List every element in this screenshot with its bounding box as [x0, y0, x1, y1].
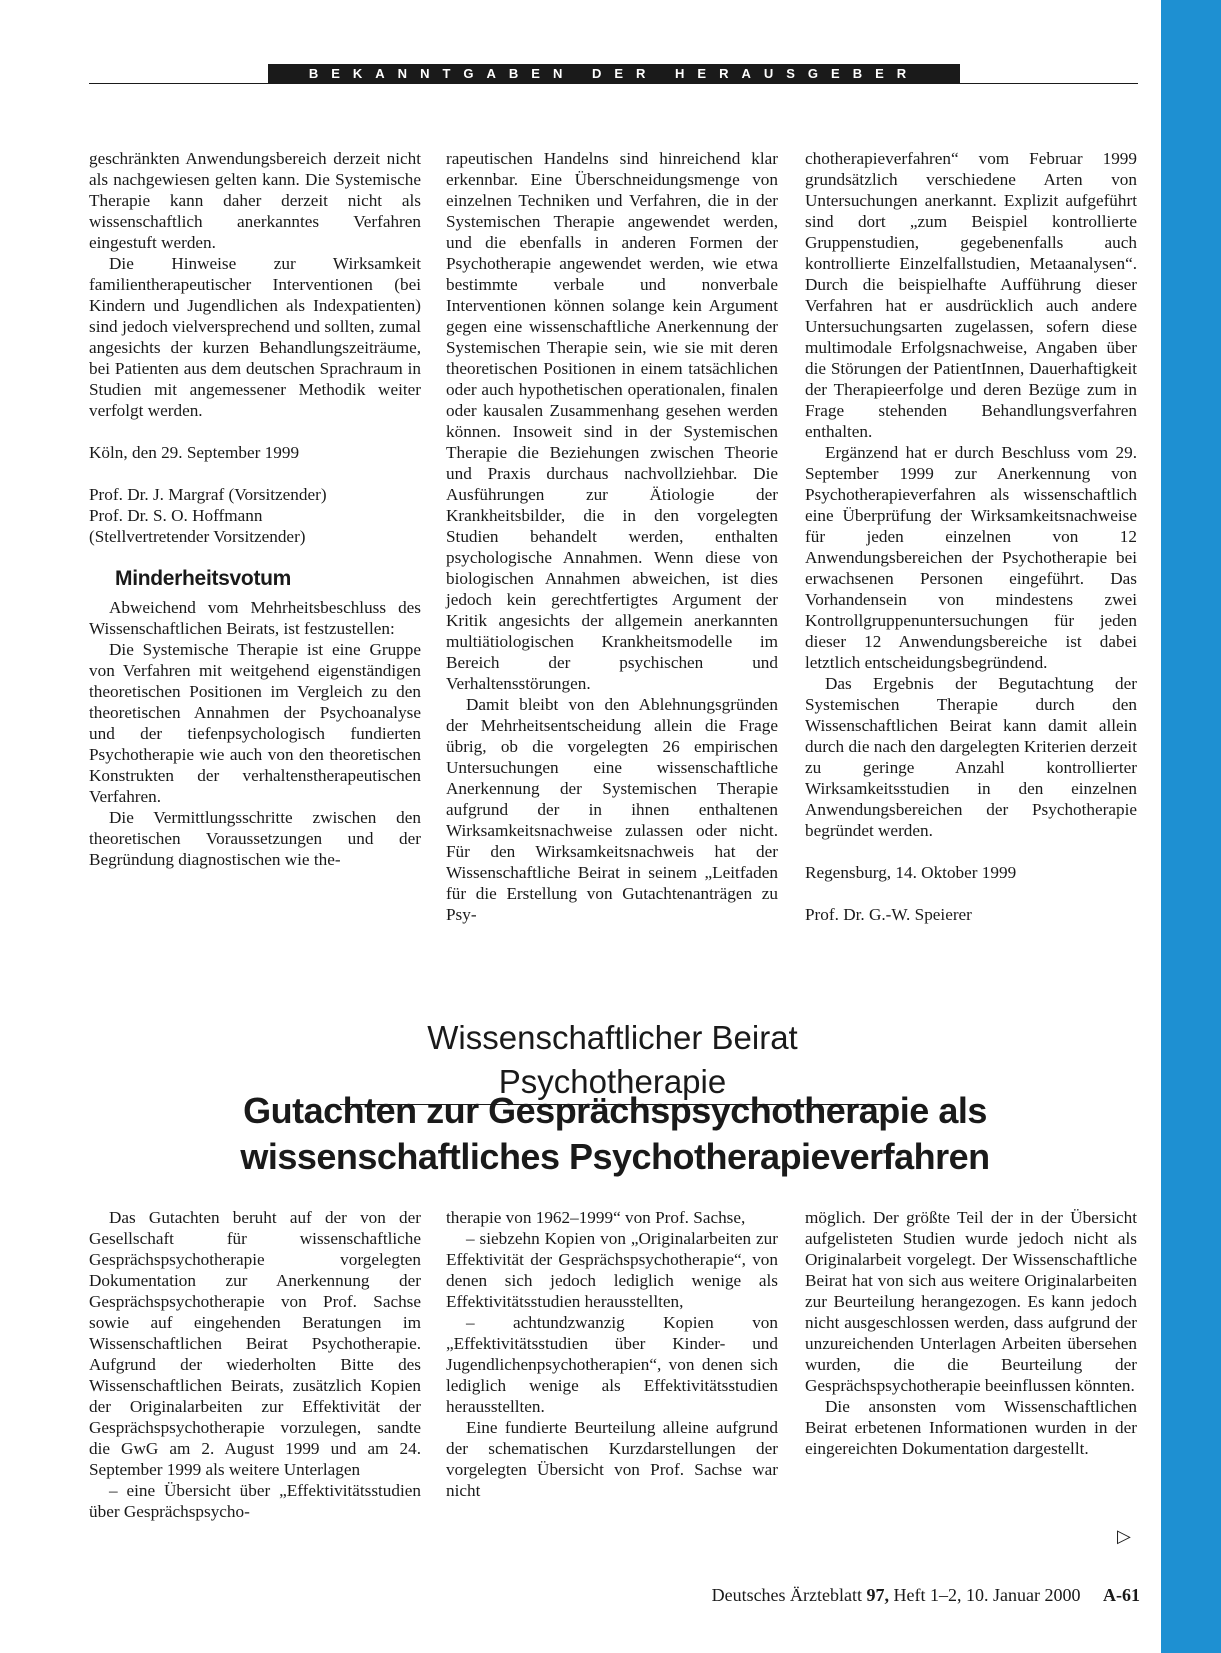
signature: Prof. Dr. S. O. Hoffmann: [89, 506, 263, 525]
signature: Prof. Dr. J. Margraf (Vorsitzender): [89, 485, 327, 504]
paragraph: therapie von 1962–1999“ von Prof. Sachse,: [446, 1208, 746, 1227]
paragraph: Die Systemische Therapie ist eine Gruppe von Verfahren mit weitgehend eigenständigen theoretischen Positionen im Vergleich zu den theoretischen Annahmen der Psychoanalyse und der tiefenpsychologisch fundierten Psychotherapie wie auch von den theoretischen Konstrukten der verhaltenstherapeutischen Verfahren.: [89, 640, 421, 806]
section-header: BEKANNTGABEN DER HERAUSGEBER: [268, 64, 960, 84]
journal-issue: Heft 1–2, 10. Januar 2000: [893, 1585, 1081, 1605]
journal-volume: 97,: [866, 1585, 890, 1605]
article-column-2: [446, 1207, 778, 1501]
section-subheading: Minderheitsvotum: [115, 567, 292, 590]
article-column-3: [805, 1207, 1137, 1459]
paragraph: Das Gutachten beruht auf der von der Gesellschaft für wissenschaftliche Gesprächspsychotherapie vorgelegten Dokumentation zur Anerkennung der Gesprächspsychotherapie von Prof. Sachse sowie auf eingehenden Beratungen im Wissenschaftlichen Beirat Psychotherapie. Aufgrund der wiederholten Bitte des Wissenschaftlichen Beirats, zusätzlich Kopien der Originalarbeiten zur Effektivität der Gesprächspsychotherapie vorzulegen, sandte die GwG am 2. August 1999 und am 24. September 1999 als weitere Unterlagen: [89, 1208, 421, 1479]
paragraph: Eine fundierte Beurteilung alleine aufgrund der schematischen Kurzdarstellungen der vorgelegten Übersicht von Prof. Sachse war nicht: [446, 1418, 778, 1500]
top-column-1: [89, 148, 421, 870]
paragraph: Die Vermittlungsschritte zwischen den theoretischen Voraussetzungen und der Begründung diagnostischen wie the-: [89, 808, 421, 869]
paragraph: rapeutischen Handelns sind hinreichend klar erkennbar. Eine Überschneidungsmenge von einzelnen Techniken und Verfahren, die in der Systemischen Therapie angewendet werden, und die ebenfalls in anderen Formen der Psychotherapie angewendet werden, wie etwa bestimmte verbale und nonverbale Interventionen können solange kein Argument gegen eine wissenschaftliche Anerkennung der Systemischen Therapie sein, wie sie mit deren theoretischen Positionen in einem tatsächlichen oder auch hypothetischen operationalen, finalen oder kausalen Zusammenhang gesehen werden können. Insoweit sind in der Systemischen Therapie die Beziehungen zwischen Theorie und Praxis durchaus nachvollziehbar. Die Ausführungen zur Ätiologie der Krankheitsbilder, die in den vorgelegten Studien behandelt werden, enthalten psychologische Annahmen. Wenn diese von biologischen Annahmen abweichen, ist dies jedoch kein gerechtfertigtes Argument der Kritik angesichts der allgemein anerkannten multiätiologischen Krankheitsmodelle im Bereich der psychischen und Verhaltensstörungen.: [446, 149, 778, 693]
paragraph: geschränkten Anwendungsbereich derzeit nicht als nachgewiesen gelten kann. Die Systemische Therapie kann daher derzeit nicht als wissenschaftlich anerkanntes Verfahren eingestuft werden.: [89, 149, 421, 252]
paragraph: Die Hinweise zur Wirksamkeit familientherapeutischer Interventionen (bei Kindern und Jugendlichen als Indexpatienten) sind jedoch vielversprechend und sollten, zumal angesichts der kurzen Behandlungszeiträume, bei Patienten aus dem deutschen Sprachraum in Studien mit angemessener Methodik weiter verfolgt werden.: [89, 254, 421, 420]
paragraph: – eine Übersicht über „Effektivitätsstudien über Gesprächspsycho-: [89, 1481, 421, 1521]
top-column-3: [805, 148, 1137, 925]
article-kicker: Wissenschaftlicher Beirat Psychotherapie: [340, 1016, 885, 1105]
paragraph: Damit bleibt von den Ablehnungsgründen der Mehrheitsentscheidung allein die Frage übrig, ob die vorgelegten 26 empirischen Untersuchungen eine wissenschaftliche Anerkennung der Systemischen Therapie aufgrund der in ihnen enthaltenen Wirksamkeitsnachweise zulassen oder nicht. Für den Wirksamkeitsnachweis hat der Wissenschaftliche Beirat in seinem „Leitfaden für die Erstellung von Gutachtenanträgen zu Psy-: [446, 695, 778, 924]
article-column-1: [89, 1207, 421, 1522]
journal-name: Deutsches Ärzteblatt: [711, 1585, 863, 1605]
paragraph: chotherapieverfahren“ vom Februar 1999 grundsätzlich verschiedene Arten von Untersuchungen anerkannt. Explizit aufgeführt sind dort „zum Beispiel kontrollierte Gruppenstudien, gegebenenfalls auch kontrollierte Einzelfallstudien, Metaanalysen“. Durch die beispielhafte Aufführung dieser Verfahren hat er ausdrücklich auch andere Untersuchungsarten zugelassen, sofern diese multimodale Erfolgsnachweise, Angaben über die Störungen der PatientInnen, Dauerhaftigkeit der Therapieerfolge und deren Bezüge zum in Frage stehenden Behandlungsverfahren enthalten.: [805, 149, 1137, 441]
paragraph: Abweichend vom Mehrheitsbeschluss des Wissenschaftlichen Beirats, ist festzustellen:: [89, 598, 421, 638]
place-date: Köln, den 29. September 1999: [89, 443, 300, 462]
page-footer: [600, 1585, 1140, 1606]
article-headline: [150, 1088, 1080, 1180]
continue-arrow-icon: ▷: [1117, 1526, 1131, 1546]
headline-line: wissenschaftliches Psychotherapieverfahren: [240, 1136, 990, 1177]
top-column-2: [446, 148, 778, 925]
paragraph: – achtundzwanzig Kopien von „Effektivitätsstudien über Kinder- und Jugendlichenpsychotherapien“, von denen sich lediglich wenige als Effektivitätsstudien herausstellten.: [446, 1313, 778, 1416]
place-date: Regensburg, 14. Oktober 1999: [805, 863, 1017, 882]
page-number: A-61: [1103, 1585, 1140, 1605]
paragraph: Das Ergebnis der Begutachtung der Systemischen Therapie durch den Wissenschaftlichen Beirat kann damit allein durch die nach den dargelegten Kriterien derzeit zu geringe Anzahl kontrollierter Wirksamkeitsstudien in den einzelnen Anwendungsbereichen der Psychotherapie begründet werden.: [805, 674, 1137, 840]
side-color-bar: [1161, 0, 1221, 1653]
paragraph: Ergänzend hat er durch Beschluss vom 29. September 1999 zur Anerkennung von Psychotherapieverfahren als wissenschaftlich eine Überprüfung der Wirksamkeitsnachweise für jeden einzelnen von 12 Anwendungsbereichen der Psychotherapie bei erwachsenen Personen eingeführt. Das Vorhandensein von mindestens zwei Kontrollgruppenuntersuchungen für jeden dieser 12 Anwendungsbereiche ist dabei letztlich entscheidungsbegründend.: [805, 443, 1137, 672]
signature: Prof. Dr. G.-W. Speierer: [805, 905, 972, 924]
signature-role: (Stellvertretender Vorsitzender): [89, 527, 306, 546]
headline-line: Gutachten zur Gesprächspsychotherapie als: [243, 1090, 987, 1131]
paragraph: Die ansonsten vom Wissenschaftlichen Beirat erbetenen Informationen wurden in der eingereichten Dokumentation dargestellt.: [805, 1397, 1137, 1458]
paragraph: möglich. Der größte Teil der in der Übersicht aufgelisteten Studien wurde jedoch nicht als Originalarbeit vorgelegt. Der Wissenschaftliche Beirat hat von sich aus weitere Originalarbeiten zur Beurteilung herangezogen. Es kann jedoch nicht ausgeschlossen werden, dass aufgrund der unzureichenden Unterlagen Arbeiten übersehen wurden, die die Beurteilung der Gesprächspsychotherapie beeinflussen könnten.: [805, 1208, 1137, 1395]
paragraph: – siebzehn Kopien von „Originalarbeiten zur Effektivität der Gesprächspsychotherapie“, von denen sich jedoch lediglich wenige als Effektivitätsstudien herausstellten,: [446, 1229, 778, 1311]
